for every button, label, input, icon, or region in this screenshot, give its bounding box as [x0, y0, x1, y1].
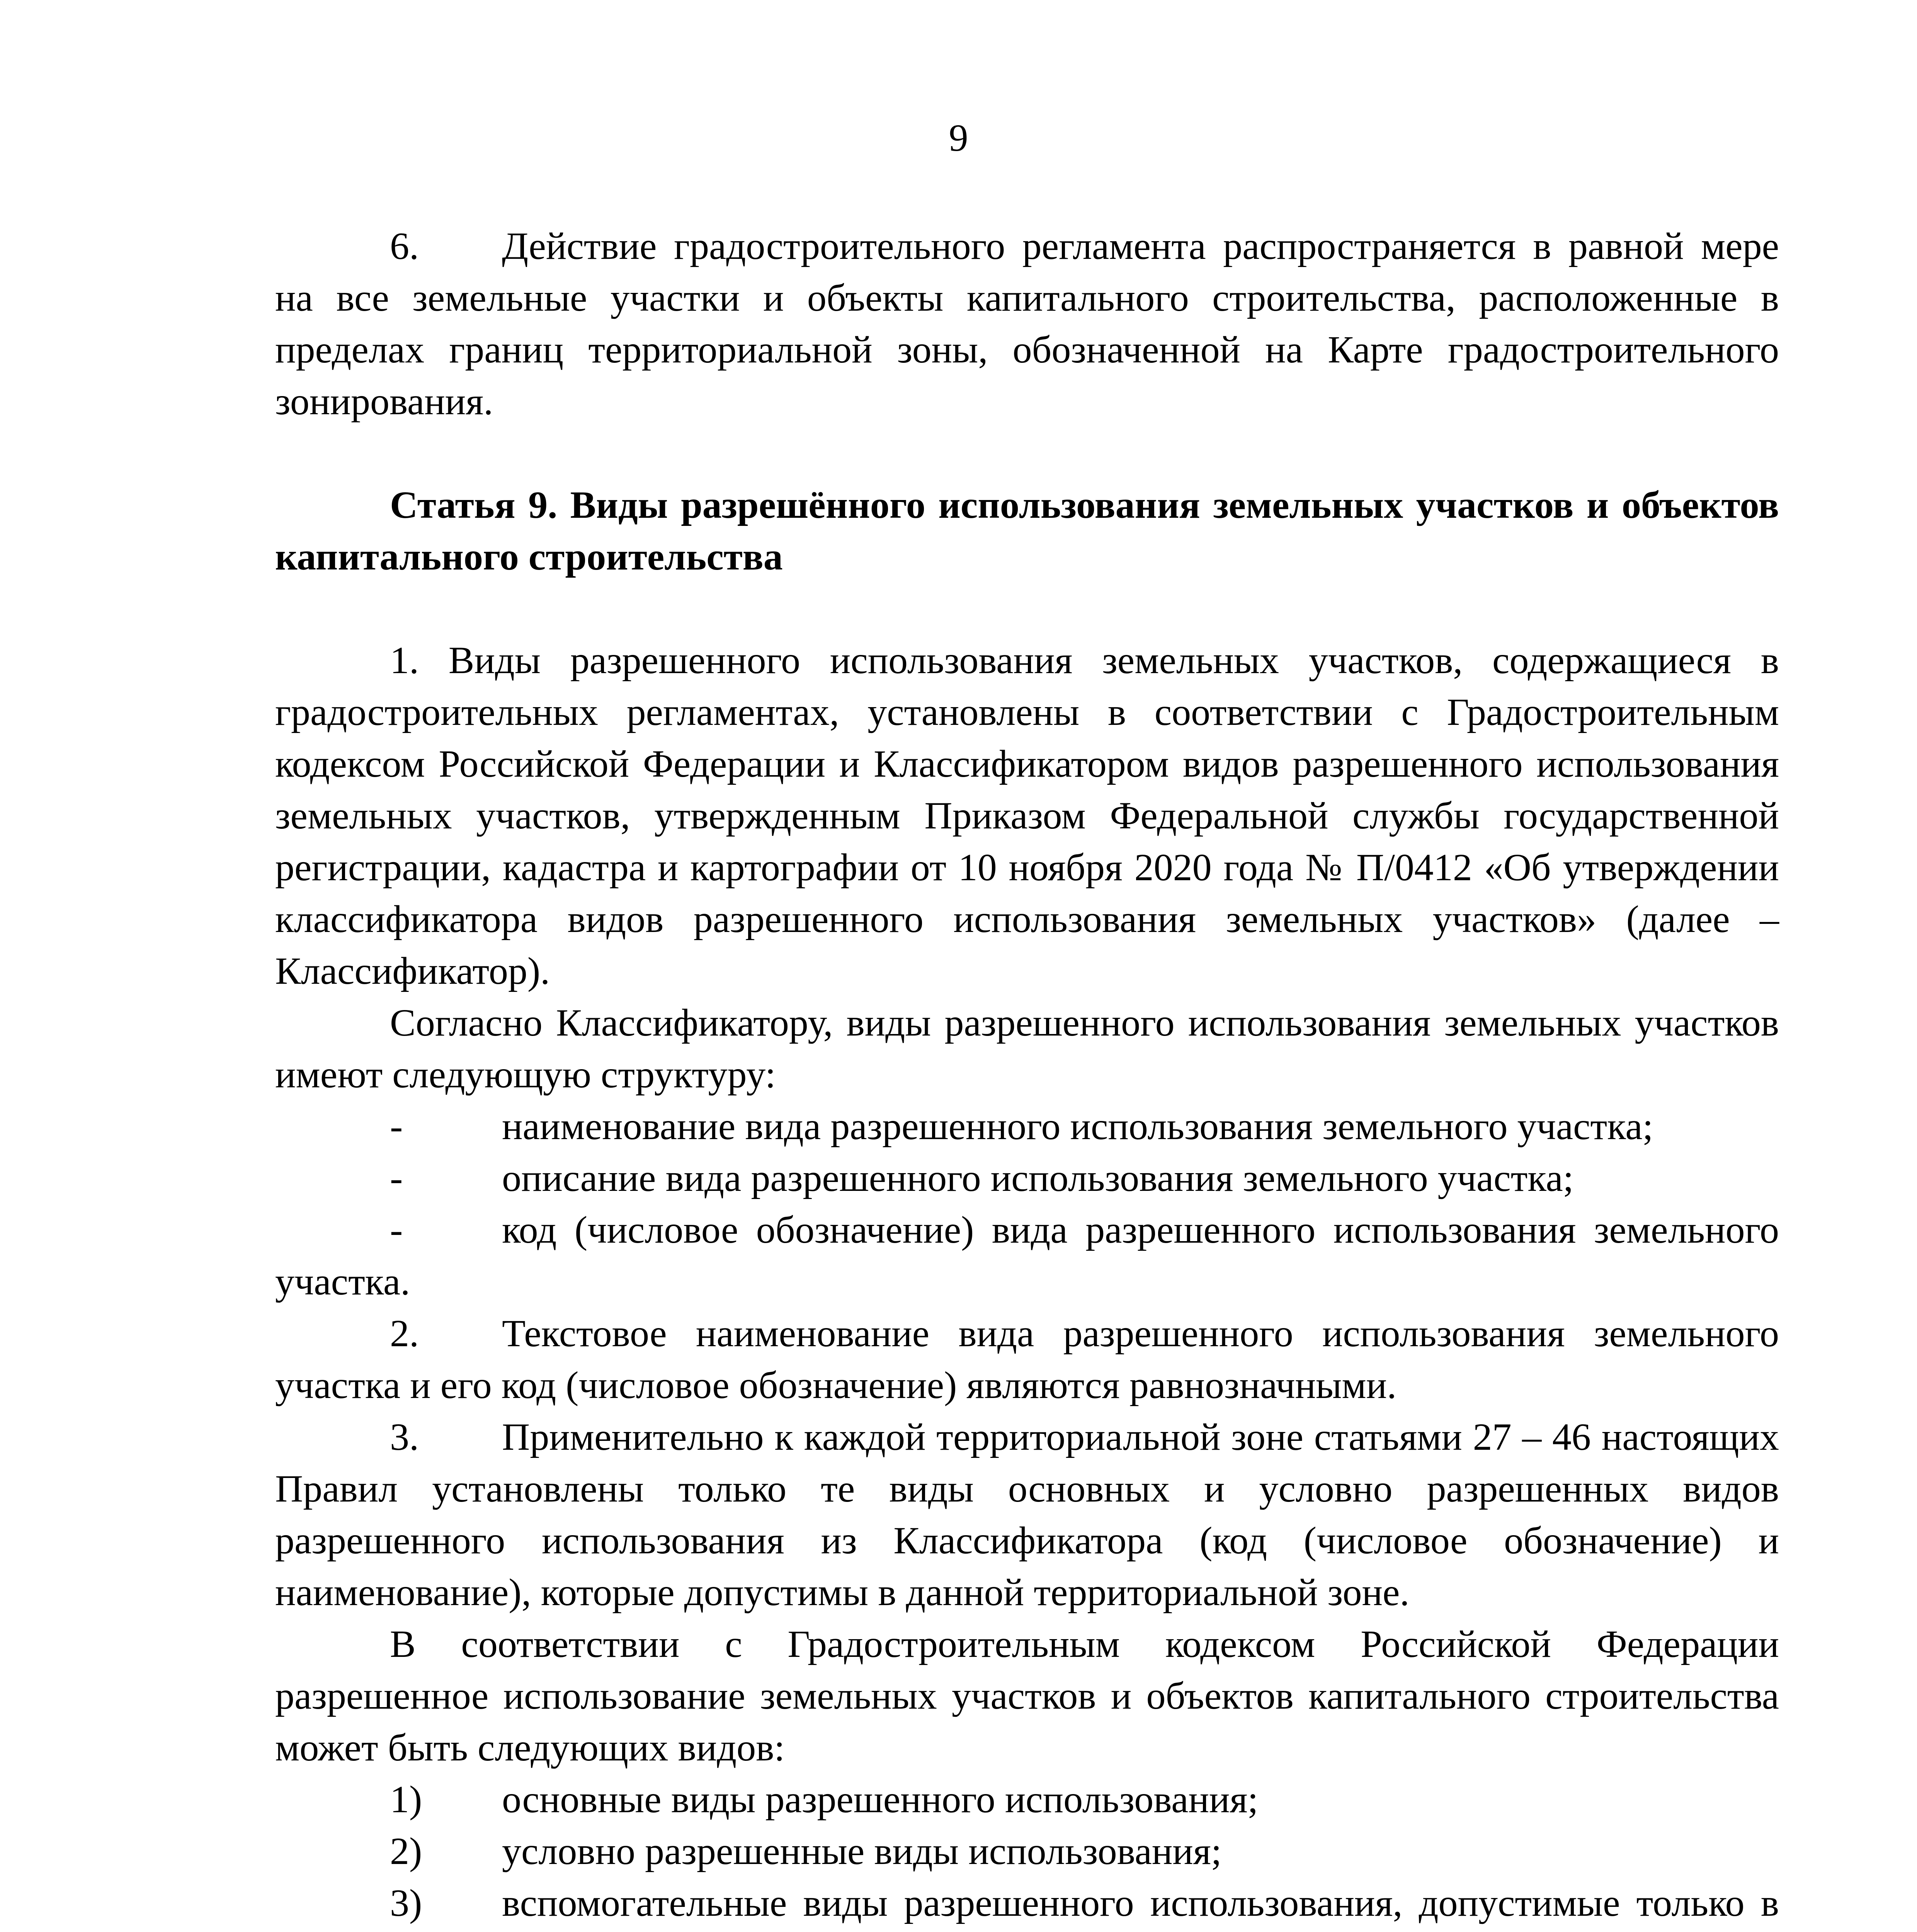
- list-marker: -: [390, 1156, 403, 1199]
- list-marker: 2): [390, 1830, 422, 1872]
- paragraph-3-marker: 3.: [390, 1415, 419, 1458]
- list-item-text: описание вида разрешенного использования земельного участка;: [502, 1156, 1574, 1199]
- structure-list-item: [275, 1204, 1779, 1308]
- list-item-text: код (числовое обозначение) вида разрешенного использования земельного участка.: [275, 1208, 1779, 1303]
- list-item-text: условно разрешенные виды использования;: [502, 1830, 1222, 1872]
- kinds-list-item: [275, 1774, 1779, 1825]
- paragraph-6-marker: 6.: [390, 224, 419, 267]
- list-item-text: вспомогательные виды разрешенного использования, допустимые только в: [502, 1881, 1779, 1924]
- article-9-heading: Статья 9. Виды разрешённого использования земельных участков и объектов капитального строительства: [275, 483, 1779, 578]
- paragraph-3-text: Применительно к каждой территориальной зоне статьями 27 – 46 настоящих Правил установлены только те виды основных и условно разрешенных видов разрешенного использования из Классификатора (код (числовое обозначение) и наименование), которые допустимы в данной территориальной зоне.: [275, 1415, 1779, 1614]
- list-marker: 1): [390, 1778, 422, 1821]
- list-item-text: наименование вида разрешенного использования земельного участка;: [502, 1105, 1653, 1148]
- paragraph-3: [275, 1411, 1779, 1618]
- structure-list-item: [275, 1100, 1779, 1152]
- list-marker: 3): [390, 1881, 422, 1924]
- list-marker: -: [390, 1105, 403, 1148]
- paragraph-2: [275, 1308, 1779, 1411]
- paragraph-1: 1. Виды разрешенного использования земельных участков, содержащиеся в градостроительных регламентах, установлены в соответствии с Градостроительным кодексом Российской Федерации и Классификатором видов разрешенного использования земельных участков, утвержденным Приказом Федеральной службы государственной регистрации, кадастра и картографии от 10 ноября 2020 года № П/0412 «Об утверждении классификатора видов разрешенного использования земельных участков» (далее – Классификатор).: [275, 639, 1779, 992]
- document-body: [275, 220, 1779, 1932]
- paragraph-6-text: Действие градостроительного регламента распространяется в равной мере на все земельные участки и объекты капитального строительства, расположенные в пределах границ территориальной зоны, обозначенной на Карте градостроительного зонирования.: [275, 224, 1779, 423]
- page-number: 9: [949, 116, 968, 159]
- paragraph-structure-intro: Согласно Классификатору, виды разрешенного использования земельных участков имеют следующую структуру:: [275, 1001, 1779, 1096]
- kinds-list-item: [275, 1877, 1779, 1932]
- list-item-text: основные виды разрешенного использования;: [502, 1778, 1259, 1821]
- paragraph-6: [275, 220, 1779, 427]
- list-marker: -: [390, 1208, 403, 1251]
- paragraph-2-text: Текстовое наименование вида разрешенного использования земельного участка и его код (числовое обозначение) являются равнозначными.: [275, 1312, 1779, 1406]
- paragraph-kinds-intro: В соответствии с Градостроительным кодексом Российской Федерации разрешенное использование земельных участков и объектов капитального строительства может быть следующих видов:: [275, 1622, 1779, 1769]
- paragraph-2-marker: 2.: [390, 1312, 419, 1355]
- structure-list-item: [275, 1152, 1779, 1204]
- kinds-list-item: [275, 1825, 1779, 1877]
